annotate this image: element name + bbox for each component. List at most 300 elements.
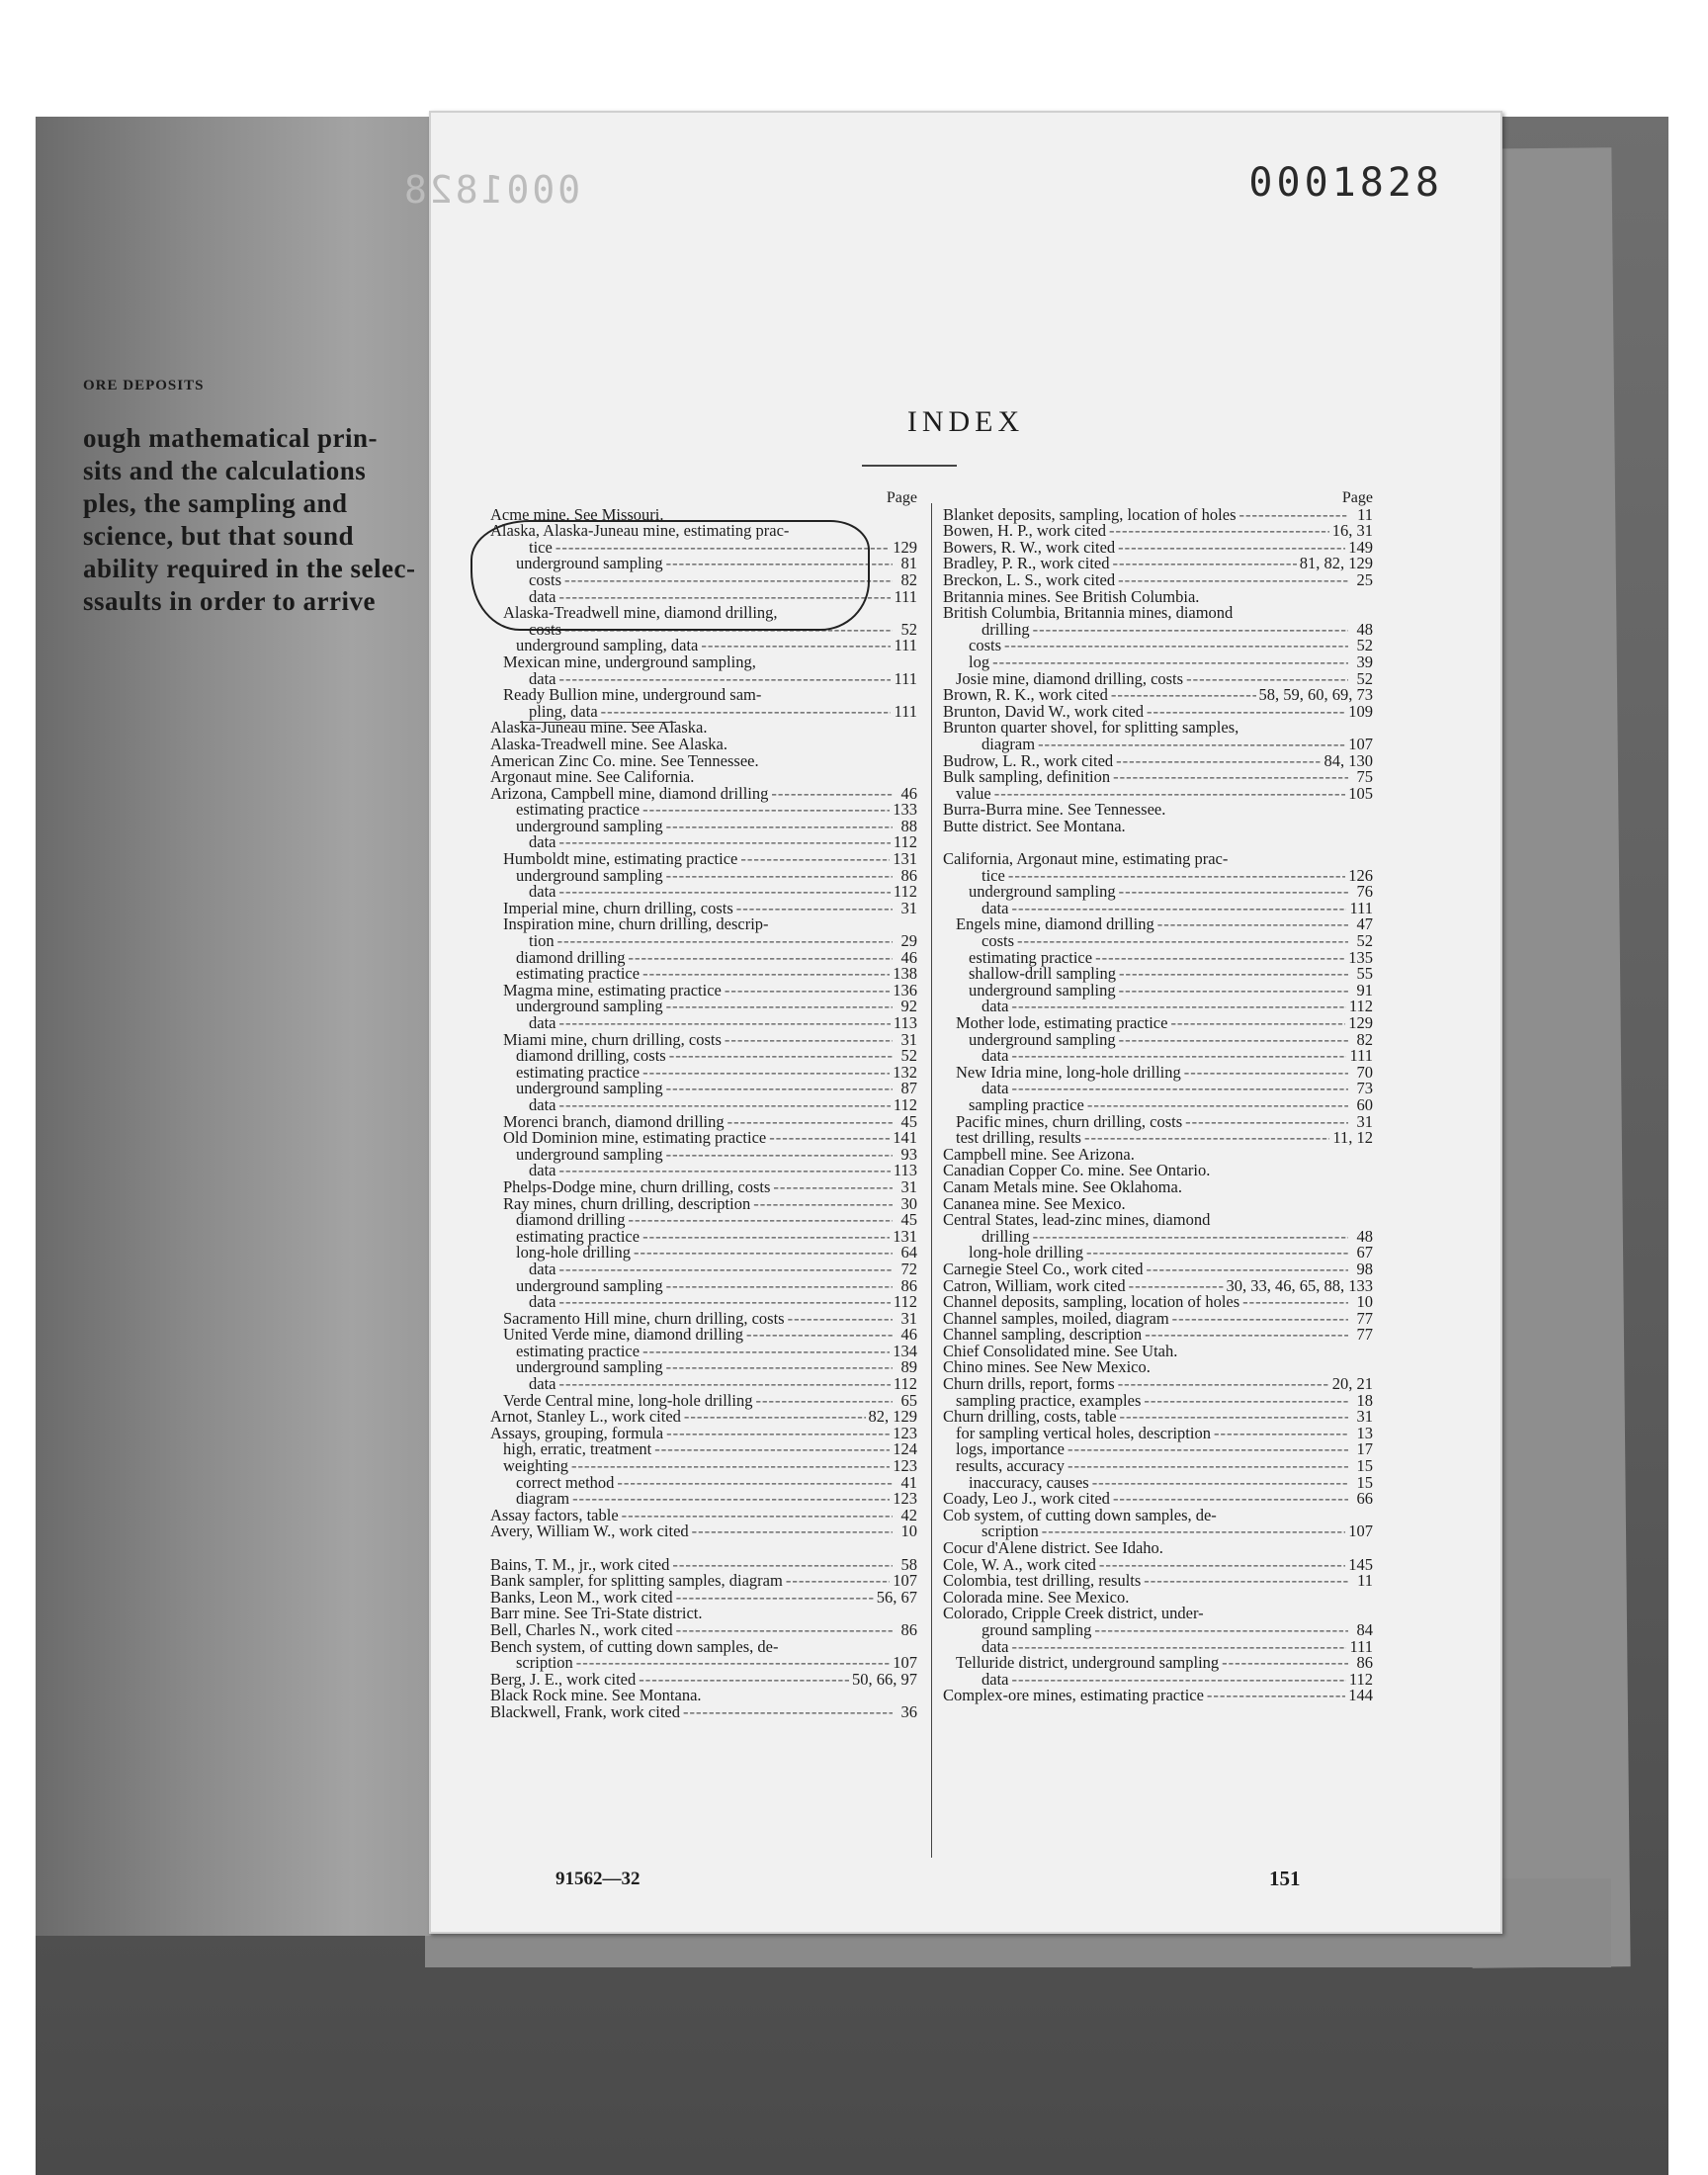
index-entry-text: Coady, Leo J., work cited xyxy=(943,1489,1110,1509)
index-entry-page: 20, 21 xyxy=(1331,1374,1373,1394)
leader-dots xyxy=(1222,1655,1348,1672)
index-entry-page: 81 xyxy=(900,554,917,573)
index-entry-page: 47 xyxy=(1356,914,1373,934)
index-entry-text: Mother lode, estimating practice xyxy=(956,1013,1168,1032)
page-title: INDEX xyxy=(906,405,1025,438)
index-entry-page: 29 xyxy=(900,931,917,951)
index-entry xyxy=(943,816,1373,835)
facing-page-header: ORE DEPOSITS xyxy=(83,378,205,393)
leader-dots xyxy=(628,950,893,967)
index-entry-text: Assays, grouping, formula xyxy=(490,1423,664,1442)
index-entry-text: Argonaut mine. See California. xyxy=(490,767,695,787)
leader-dots xyxy=(642,1344,890,1360)
index-entry-text: Colorado, Cripple Creek district, under- xyxy=(943,1604,1204,1623)
leader-dots xyxy=(1038,737,1345,753)
index-entry-page: 112 xyxy=(893,1094,917,1114)
index-entry-text: Alaska-Treadwell mine. See Alaska. xyxy=(490,734,727,753)
index-entry-text: data xyxy=(982,997,1009,1016)
leader-dots xyxy=(1119,966,1348,983)
index-entry xyxy=(943,769,1373,786)
index-entry-page: 135 xyxy=(1348,947,1373,967)
index-entry-text: underground sampling xyxy=(969,980,1116,1000)
page-column-header-right: Page xyxy=(1341,489,1373,506)
leader-dots xyxy=(572,1491,890,1508)
index-entry-text: diamond drilling xyxy=(516,1210,626,1230)
index-entry-page: 58, 59, 60, 69, 73 xyxy=(1258,685,1373,705)
index-entry-text: data xyxy=(529,832,556,852)
index-entry-page: 31 xyxy=(900,1176,917,1196)
facing-page-line: ability required in the selec- xyxy=(83,554,416,583)
index-entry-text: Pacific mines, churn drilling, costs xyxy=(956,1111,1183,1131)
leader-dots xyxy=(753,1196,893,1213)
index-entry-text: underground sampling xyxy=(969,1029,1116,1049)
index-entry-page: 87 xyxy=(900,1079,917,1098)
index-entry-text: Channel samples, moiled, diagram xyxy=(943,1308,1169,1328)
index-entry-text: Mexican mine, underground sampling, xyxy=(503,652,756,671)
facing-page-line: ssaults in order to arrive xyxy=(83,586,376,616)
index-entry-text: shallow-drill sampling xyxy=(969,964,1116,984)
leader-dots xyxy=(769,1130,890,1147)
leader-dots xyxy=(1214,1426,1348,1442)
leader-dots xyxy=(1184,1065,1348,1082)
index-entry-text: scription xyxy=(516,1653,573,1673)
leader-dots xyxy=(617,1475,893,1492)
leader-dots xyxy=(1144,1393,1348,1410)
column-divider xyxy=(931,503,932,1858)
index-entry-page: 13 xyxy=(1356,1423,1373,1442)
index-entry-page: 84, 130 xyxy=(1324,750,1373,770)
index-entry-page: 98 xyxy=(1356,1259,1373,1278)
index-entry-page: 111 xyxy=(894,701,917,721)
index-entry xyxy=(490,1701,917,1721)
index-entry-page: 55 xyxy=(1356,964,1373,984)
index-entry-text: data xyxy=(529,882,556,902)
index-entry-page: 52 xyxy=(1356,668,1373,688)
index-entry-text: Chino mines. See New Mexico. xyxy=(943,1357,1151,1377)
index-entry-text: Britannia mines. See British Columbia. xyxy=(943,586,1200,606)
index-entry-page: 112 xyxy=(1348,1669,1373,1689)
index-entry-text: underground sampling xyxy=(516,1275,663,1295)
index-entry-page: 134 xyxy=(893,1341,917,1360)
index-entry-text: Alaska-Treadwell mine, diamond drilling, xyxy=(503,603,778,623)
index-entry-page: 111 xyxy=(1349,898,1373,917)
index-entry-text: Sacramento Hill mine, churn drilling, costs xyxy=(503,1308,785,1328)
index-entry-page: 46 xyxy=(900,947,917,967)
index-entry-text: Cob system, of cutting down samples, de- xyxy=(943,1505,1217,1524)
index-entry-text: Josie mine, diamond drilling, costs xyxy=(956,668,1184,688)
index-entry-page: 36 xyxy=(900,1701,917,1721)
index-entry-text: Ready Bullion mine, underground sam- xyxy=(503,685,762,705)
index-entry-page: 52 xyxy=(900,1046,917,1066)
index-entries-right xyxy=(943,504,1373,1705)
index-entry-text: data xyxy=(529,668,556,688)
index-entry-page: 93 xyxy=(900,1144,917,1164)
index-entry-page: 88 xyxy=(900,816,917,835)
index-entry-page: 112 xyxy=(893,832,917,852)
index-entry-text: Bains, T. M., jr., work cited xyxy=(490,1554,670,1574)
index-entry-text: New Idria mine, long-hole drilling xyxy=(956,1062,1181,1082)
index-entry-text: Bank sampler, for splitting samples, diagram xyxy=(490,1571,783,1591)
index-entry-text: data xyxy=(529,1292,556,1312)
leader-dots xyxy=(571,1458,890,1475)
index-entry-text: results, accuracy xyxy=(956,1456,1065,1476)
index-entry-page: 52 xyxy=(900,619,917,639)
index-entry-text: Churn drilling, costs, table xyxy=(943,1407,1117,1427)
leader-dots xyxy=(1068,1458,1348,1475)
handwritten-circle-annotation xyxy=(470,520,870,631)
index-entry-text: data xyxy=(982,1669,1009,1689)
index-entry-text: Complex-ore mines, estimating practice xyxy=(943,1686,1204,1705)
index-entry-page: 42 xyxy=(900,1505,917,1524)
index-entry-text: estimating practice xyxy=(516,1226,640,1246)
leader-dots xyxy=(786,1573,890,1590)
index-entry-page: 132 xyxy=(893,1062,917,1082)
leader-dots xyxy=(666,1147,893,1164)
index-entry-page: 64 xyxy=(900,1243,917,1262)
index-entry-text: data xyxy=(982,1046,1009,1066)
leader-dots xyxy=(1119,1032,1348,1049)
index-entry-text: long-hole drilling xyxy=(969,1243,1083,1262)
leader-dots xyxy=(1242,1294,1348,1311)
index-entry-text: Burra-Burra mine. See Tennessee. xyxy=(943,800,1166,820)
index-entry-page: 11 xyxy=(1357,504,1373,524)
index-entry-page: 109 xyxy=(1348,701,1373,721)
index-entry-page: 107 xyxy=(1348,734,1373,753)
index-entry-page: 111 xyxy=(1349,1046,1373,1066)
facing-page-lines xyxy=(83,422,419,618)
leader-dots xyxy=(1119,983,1348,1000)
index-entry-text: Campbell mine. See Arizona. xyxy=(943,1144,1135,1164)
index-entry-page: 77 xyxy=(1356,1308,1373,1328)
leader-dots xyxy=(746,1327,893,1344)
index-entry-page: 11 xyxy=(1357,1571,1373,1591)
leader-dots xyxy=(1172,1311,1348,1328)
index-column-left xyxy=(490,490,917,1721)
index-entry xyxy=(943,851,1373,868)
index-entry-text: Verde Central mine, long-hole drilling xyxy=(503,1390,753,1410)
index-entry-text: Bell, Charles N., work cited xyxy=(490,1619,673,1639)
index-entry-page: 112 xyxy=(893,882,917,902)
index-entry-page: 131 xyxy=(893,849,917,869)
index-entry-text: correct method xyxy=(516,1472,615,1492)
leader-dots xyxy=(676,1590,874,1607)
index-entry-text: weighting xyxy=(503,1456,568,1476)
index-entry-text: scription xyxy=(982,1522,1039,1541)
index-entry-text: data xyxy=(982,1636,1009,1656)
index-entry-page: 92 xyxy=(900,997,917,1016)
index-entry-page: 107 xyxy=(893,1653,917,1673)
index-entry-page: 31 xyxy=(1356,1407,1373,1427)
index-entry-page: 56, 67 xyxy=(876,1587,917,1607)
leader-dots xyxy=(1116,753,1321,770)
index-entry-text: Breckon, L. S., work cited xyxy=(943,569,1116,589)
facing-page-line: ough mathematical prin- xyxy=(83,423,378,453)
facing-page-line: ples, the sampling and xyxy=(83,488,348,518)
page-number: 151 xyxy=(1269,1867,1301,1890)
leader-dots xyxy=(1207,1688,1345,1704)
index-entry-text: tice xyxy=(529,537,553,557)
index-entry-page: 149 xyxy=(1348,537,1373,557)
index-entry-text: Budrow, L. R., work cited xyxy=(943,750,1114,770)
index-entry-page: 111 xyxy=(894,586,917,606)
leader-dots xyxy=(771,786,893,803)
leader-dots xyxy=(654,1441,890,1458)
file-number-stamp: 0001828 xyxy=(1248,160,1443,206)
index-entry-page: 82 xyxy=(900,569,917,589)
index-entry-page: 111 xyxy=(894,636,917,655)
index-column-right xyxy=(943,490,1373,1704)
index-entry-text: data xyxy=(529,1259,556,1278)
index-entry-page: 25 xyxy=(1356,569,1373,589)
index-entry-page: 107 xyxy=(893,1571,917,1591)
index-entry-page: 73 xyxy=(1356,1079,1373,1098)
index-entry-text: Berg, J. E., work cited xyxy=(490,1669,637,1689)
leader-dots xyxy=(666,1426,890,1442)
leader-dots xyxy=(666,1278,893,1295)
index-entry-page: 82, 129 xyxy=(868,1407,917,1427)
leader-dots xyxy=(684,1409,866,1426)
index-entry xyxy=(943,1259,1373,1278)
index-entry-text: data xyxy=(529,1374,556,1394)
index-entry-text: ground sampling xyxy=(982,1619,1092,1639)
index-entry-page: 129 xyxy=(1348,1013,1373,1032)
leader-dots xyxy=(642,1065,890,1082)
index-entry xyxy=(490,1523,917,1540)
index-entry-page: 131 xyxy=(893,1226,917,1246)
index-entry-text: inaccuracy, causes xyxy=(969,1472,1089,1492)
facing-page-line: sits and the calculations xyxy=(83,456,367,485)
leader-dots xyxy=(666,819,893,835)
index-entry-page: 145 xyxy=(1348,1554,1373,1574)
index-entry xyxy=(943,638,1373,654)
leader-dots xyxy=(666,1359,893,1376)
leader-dots xyxy=(666,868,893,885)
leader-dots xyxy=(1144,1573,1348,1590)
index-entry-page: 31 xyxy=(900,1029,917,1049)
index-entry-page: 123 xyxy=(893,1489,917,1509)
index-entry xyxy=(943,734,1373,753)
index-entry-text: Cole, W. A., work cited xyxy=(943,1554,1096,1574)
index-entry-text: sampling practice xyxy=(969,1094,1084,1114)
index-entry-page: 81, 82, 129 xyxy=(1299,554,1373,573)
index-entry-page: 11, 12 xyxy=(1332,1128,1373,1148)
index-entry-text: Arizona, Campbell mine, diamond drilling xyxy=(490,783,769,803)
index-entry-page: 18 xyxy=(1356,1390,1373,1410)
index-entry-page: 113 xyxy=(893,1161,917,1180)
index-entry xyxy=(943,619,1373,639)
leader-dots xyxy=(1147,1262,1348,1278)
leader-dots xyxy=(788,1311,893,1328)
leader-dots xyxy=(1119,884,1348,901)
index-entry-text: diamond drilling xyxy=(516,947,626,967)
index-entry-text: Cananea mine. See Mexico. xyxy=(943,1193,1126,1213)
index-entry-text: underground sampling xyxy=(516,865,663,885)
index-entry-text: Barr mine. See Tri-State district. xyxy=(490,1604,703,1623)
index-entry-text: data xyxy=(529,1094,556,1114)
index-entry-page: 111 xyxy=(894,668,917,688)
leader-dots xyxy=(642,1229,890,1246)
index-entry-page: 107 xyxy=(1348,1522,1373,1541)
index-entry-page: 124 xyxy=(893,1439,917,1459)
index-entry-page: 84 xyxy=(1356,1619,1373,1639)
index-entry-page: 30, 33, 46, 65, 88, 133 xyxy=(1226,1275,1373,1295)
index-entry-text: underground sampling xyxy=(516,1079,663,1098)
index-entry-text: Black Rock mine. See Montana. xyxy=(490,1686,702,1705)
index-entry-text: Churn drills, report, forms xyxy=(943,1374,1115,1394)
index-entry-text: high, erratic, treatment xyxy=(503,1439,652,1459)
index-entry-text: Miami mine, churn drilling, costs xyxy=(503,1029,722,1049)
print-code: 91562—32 xyxy=(555,1869,640,1889)
leader-dots xyxy=(725,983,890,1000)
index-entry-text: estimating practice xyxy=(516,1062,640,1082)
index-entry-page: 10 xyxy=(1356,1292,1373,1312)
leader-dots xyxy=(1004,638,1348,654)
index-entry-page: 66 xyxy=(1356,1489,1373,1509)
leader-dots xyxy=(642,802,890,819)
index-entry-page: 52 xyxy=(1356,636,1373,655)
index-entry xyxy=(490,916,917,933)
index-entry-page: 86 xyxy=(900,1275,917,1295)
index-entry-page: 31 xyxy=(900,1308,917,1328)
index-entry-text: underground sampling xyxy=(516,1357,663,1377)
index-entry xyxy=(490,734,917,753)
index-entry-text: Central States, lead-zinc mines, diamond xyxy=(943,1210,1211,1230)
index-entry-page: 76 xyxy=(1356,882,1373,902)
leader-dots xyxy=(628,1212,893,1229)
index-entry-text: Bowers, R. W., work cited xyxy=(943,537,1116,557)
index-entry-page: 111 xyxy=(1349,1636,1373,1656)
index-entry-page: 112 xyxy=(893,1374,917,1394)
facing-page-text xyxy=(83,370,419,618)
index-entry-text: Bench system, of cutting down samples, de- xyxy=(490,1636,779,1656)
handwritten-strikethrough xyxy=(520,722,676,723)
index-entry-page: 129 xyxy=(893,537,917,557)
index-entry-text: Acme mine. See Missouri. xyxy=(490,504,664,524)
index-entry-page: 86 xyxy=(900,865,917,885)
index-entry-text: Bulk sampling, definition xyxy=(943,767,1111,787)
index-entry-text: for sampling vertical holes, description xyxy=(956,1423,1211,1442)
index-page xyxy=(401,111,1502,1934)
index-entry-page: 10 xyxy=(900,1522,917,1541)
index-entry-page: 86 xyxy=(1356,1653,1373,1673)
index-entry-text: Brunton quarter shovel, for splitting samples, xyxy=(943,718,1239,738)
index-entry-text: Humboldt mine, estimating practice xyxy=(503,849,738,869)
index-entry-text: costs xyxy=(982,931,1014,951)
leader-dots xyxy=(1113,556,1297,572)
leader-dots xyxy=(1157,916,1348,933)
index-entry-text: diagram xyxy=(516,1489,570,1509)
index-entry-text: Brown, R. K., work cited xyxy=(943,685,1108,705)
index-entry-text: Alaska, Alaska-Juneau mine, estimating prac- xyxy=(490,521,790,541)
leader-dots xyxy=(634,1245,893,1262)
index-entry-page: 136 xyxy=(893,980,917,1000)
index-entry-text: data xyxy=(529,586,556,606)
index-entry-page: 123 xyxy=(893,1456,917,1476)
index-entry-page: 138 xyxy=(893,964,917,984)
index-entry-text: costs xyxy=(529,619,561,639)
index-entry-page: 113 xyxy=(893,1013,917,1032)
index-entry-page: 16, 31 xyxy=(1331,521,1373,541)
index-entry-text: tice xyxy=(982,865,1005,885)
index-entry-page: 91 xyxy=(1356,980,1373,1000)
index-entry-text: underground sampling xyxy=(969,882,1116,902)
index-entry-text: Ray mines, churn drilling, description xyxy=(503,1193,751,1213)
index-entry-page: 58 xyxy=(900,1554,917,1574)
index-entry-text: Butte district. See Montana. xyxy=(943,816,1126,835)
index-entry-page: 144 xyxy=(1348,1686,1373,1705)
index-entry-page: 89 xyxy=(900,1357,917,1377)
facing-page-line: science, but that sound xyxy=(83,521,355,551)
index-entry-page: 50, 66, 97 xyxy=(852,1669,917,1689)
index-entry-page: 141 xyxy=(893,1128,917,1148)
index-entry-text: long-hole drilling xyxy=(516,1243,631,1262)
index-entry-text: Engels mine, diamond drilling xyxy=(956,914,1154,934)
index-entry-page: 86 xyxy=(900,1619,917,1639)
leader-dots xyxy=(1033,622,1348,639)
index-entry-text: Brunton, David W., work cited xyxy=(943,701,1145,721)
index-entry-text: pling, data xyxy=(529,701,598,721)
index-entry-page: 112 xyxy=(893,1292,917,1312)
index-entry-text: data xyxy=(982,1079,1009,1098)
index-entry-text: Old Dominion mine, estimating practice xyxy=(503,1128,767,1148)
index-entry-text: Cocur d'Alene district. See Idaho. xyxy=(943,1538,1163,1557)
index-entry-text: estimating practice xyxy=(516,964,640,984)
index-entry-page: 48 xyxy=(1356,1226,1373,1246)
index-entry-text: Banks, Leon M., work cited xyxy=(490,1587,673,1607)
leader-dots xyxy=(1118,1376,1329,1393)
title-rule xyxy=(862,465,957,467)
index-entry-page: 17 xyxy=(1356,1439,1373,1459)
index-entry-text: underground sampling xyxy=(516,997,663,1016)
index-entry-page: 72 xyxy=(900,1259,917,1278)
index-entry-text: Carnegie Steel Co., work cited xyxy=(943,1259,1144,1278)
index-entry-text: log xyxy=(969,652,990,671)
leader-dots xyxy=(558,1262,893,1278)
index-entry-text: sampling practice, examples xyxy=(956,1390,1142,1410)
index-entry-text: Inspiration mine, churn drilling, descrip- xyxy=(503,914,769,934)
index-entry-text: Bradley, P. R., work cited xyxy=(943,554,1110,573)
index-entry-text: Morenci branch, diamond drilling xyxy=(503,1111,725,1131)
index-entry-text: Channel sampling, description xyxy=(943,1325,1143,1345)
index-entry-page: 31 xyxy=(900,898,917,917)
index-entry-page: 45 xyxy=(900,1111,917,1131)
index-entry-text: data xyxy=(529,1013,556,1032)
index-entry-page: 45 xyxy=(900,1210,917,1230)
index-entry-text: value xyxy=(956,783,991,803)
index-entry-text: Assay factors, table xyxy=(490,1505,619,1524)
index-entries-left xyxy=(490,504,917,1721)
index-entry-text: Avery, William W., work cited xyxy=(490,1522,689,1541)
mirrored-file-number: 0001828 xyxy=(401,168,581,212)
leader-dots xyxy=(1092,1475,1348,1492)
index-entry-page: 65 xyxy=(900,1390,917,1410)
leader-dots xyxy=(1109,523,1329,540)
index-entry-page: 77 xyxy=(1356,1325,1373,1345)
index-entry-text: data xyxy=(529,1161,556,1180)
index-entry-text: diamond drilling, costs xyxy=(516,1046,666,1066)
index-entry xyxy=(943,1688,1373,1704)
index-entry-page: 39 xyxy=(1356,652,1373,671)
index-entry-text: Arnot, Stanley L., work cited xyxy=(490,1407,681,1427)
index-entry-text: Canadian Copper Co. mine. See Ontario. xyxy=(943,1161,1211,1180)
index-entry-text: Imperial mine, churn drilling, costs xyxy=(503,898,733,917)
index-entry-text: underground sampling xyxy=(516,1144,663,1164)
index-entry-text: costs xyxy=(969,636,1001,655)
index-entry-page: 31 xyxy=(1356,1111,1373,1131)
index-entry-page: 15 xyxy=(1356,1456,1373,1476)
index-entry-text: Colombia, test drilling, results xyxy=(943,1571,1142,1591)
index-entry-text: California, Argonaut mine, estimating prac- xyxy=(943,849,1229,869)
